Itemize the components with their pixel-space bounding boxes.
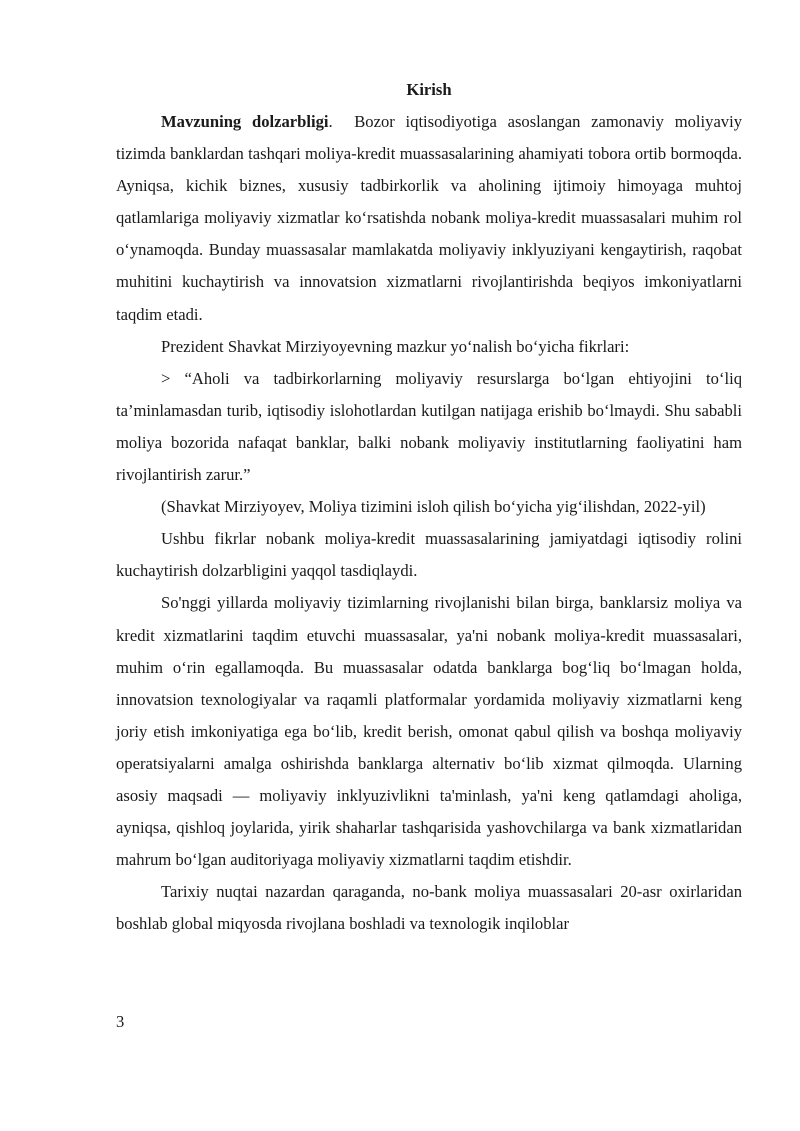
- paragraph-history: Tarixiy nuqtai nazardan qaraganda, no-bank moliya muassasalari 20-asr oxirlaridan boshlab global miqyosda rivojlana boshladi va texnologik inqiloblar: [116, 882, 742, 934]
- paragraph-nonbank-role: So'nggi yillarda moliyaviy tizimlarning rivojlanishi bilan birga, banklarsiz moliya va kredit xizmatlarini taqdim etuvchi muassasalar, ya'ni nobank moliya-kredit muassasalari, muhim oʻrin egallamoqda. Bu muassasalar odatda banklarga bogʻliq boʻlmagan holda, innovatsion texnologiyalar va raqamli platformalar yordamida moliyaviy xizmatlarni keng joriy etish imkoniyatiga ega boʻlib, kredit berish, omonat qabul qilish va boshqa moliyaviy operatsiyalarni amalga oshirishda banklarga alternativ boʻlib xizmat qilmoqda. Ularning asosiy maqsadi — moliyaviy inklyuzivlikni ta'minlash, ya'ni keng qatlamdagi aholiga, ayniqsa, qishloq joylarida, yirik shaharlar tashqarisida yashovchilarga va bank xizmatlaridan mahrum boʻlgan auditoriyaga moliyaviy xizmatlarni taqdim etishdir.: [116, 593, 742, 870]
- paragraph-relevance: [116, 106, 742, 331]
- paragraph-president-intro: Prezident Shavkat Mirziyoyevning mazkur yoʻnalish boʻyicha fikrlari:: [161, 336, 630, 356]
- paragraph-quote: > “Aholi va tadbirkorlarning moliyaviy resurslarga boʻlgan ehtiyojini toʻliq ta’minlamasdan turib, iqtisodiy islohotlardan kutilgan natijaga erishib boʻlmaydi. Shu sababli moliya bozorida nafaqat banklar, balki nobank moliyaviy institutlarning faoliyatini ham rivojlantirish zarur.”: [116, 368, 742, 485]
- section-heading: Kirish: [406, 80, 452, 99]
- relevance-lead-punct: .: [328, 112, 333, 131]
- relevance-lead: Mavzuning dolzarbligi: [161, 112, 329, 131]
- paragraph-quote-source: (Shavkat Mirziyoyev, Moliya tizimini isloh qilish boʻyicha yigʻilishdan, 2022-yil): [161, 497, 706, 517]
- paragraph-confirmation: Ushbu fikrlar nobank moliya-kredit muassasalarining jamiyatdagi iqtisodiy rolini kuchaytirish dolzarbligini yaqqol tasdiqlaydi.: [116, 529, 742, 581]
- page-number: 3: [116, 1012, 125, 1031]
- relevance-text: Bozor iqtisodiyotiga asoslangan zamonaviy moliyaviy tizimda banklardan tashqari moliya-kredit muassasalarining ahamiyati tobora ortib bormoqda. Ayniqsa, kichik biznes, xususiy tadbirkorlik va aholining ijtimoiy himoyaga muhtoj qatlamlariga moliyaviy xizmatlar koʻrsatishda nobank moliya-kredit muassasalari muhim rol oʻynamoqda. Bunday muassasalar mamlakatda moliyaviy inklyuziyani kengaytirish, raqobat muhitini kuchaytirish va innovatsion xizmatlarni rivojlantirishda beqiyos imkoniyatlarni taqdim etadi.: [116, 112, 743, 324]
- document-page: [116, 74, 742, 940]
